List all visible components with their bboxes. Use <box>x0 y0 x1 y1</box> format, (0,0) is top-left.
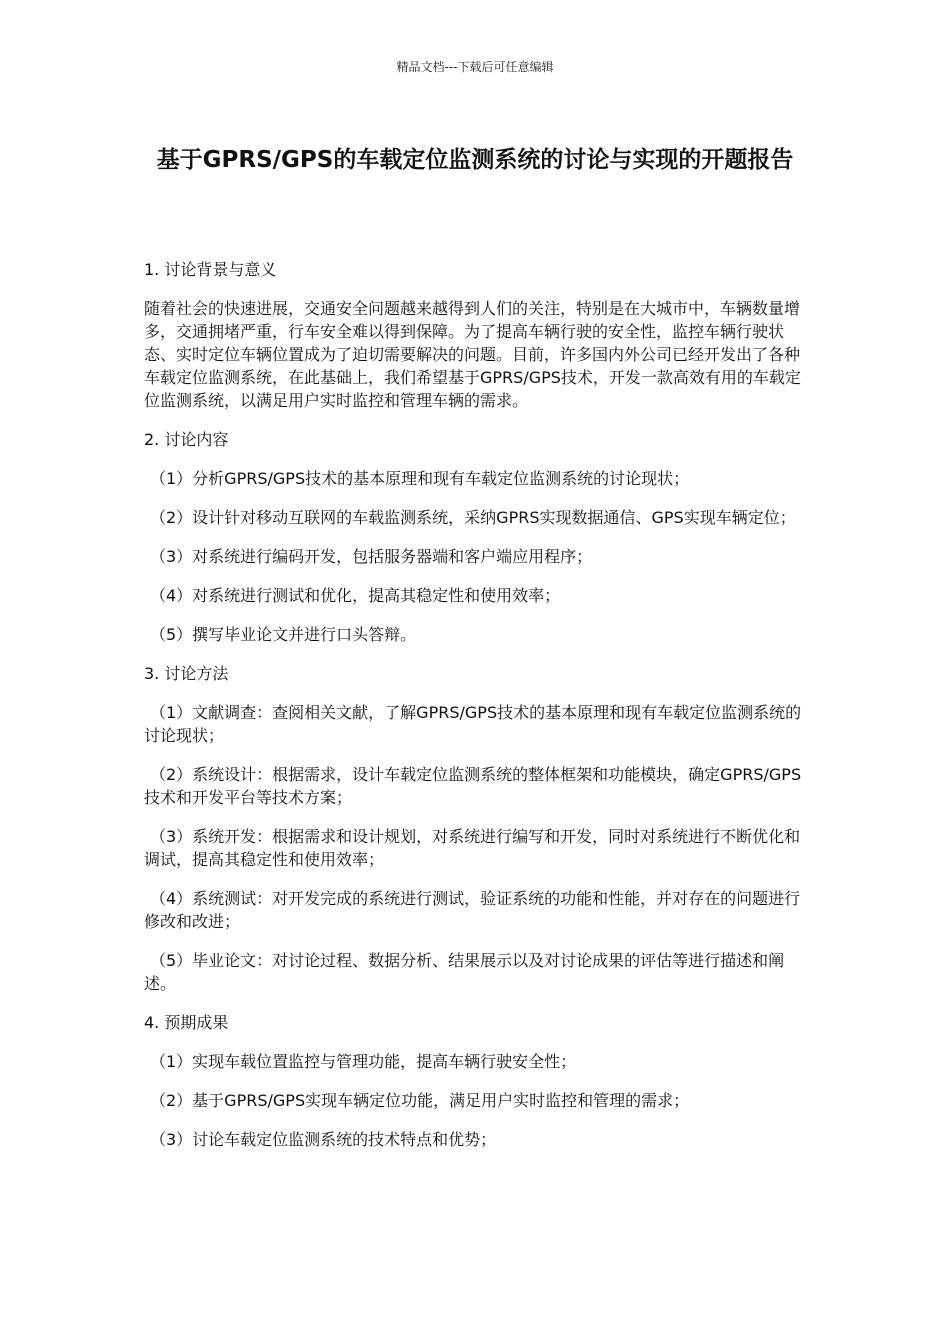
list-item: （5）毕业论文：对讨论过程、数据分析、结果展示以及对讨论成果的评估等进行描述和阐述。 <box>144 951 785 993</box>
list-item: （1）文献调查：查阅相关文献，了解GPRS/GPS技术的基本原理和现有车载定位监测系统的讨论现状； <box>144 703 802 745</box>
list-item: （1）实现车载位置监控与管理功能，提高车辆行驶安全性； <box>150 1052 577 1071</box>
list-item: （2）设计针对移动互联网的车载监测系统，采纳GPRS实现数据通信、GPS实现车辆定位； <box>150 508 796 527</box>
list-item: （4）系统测试：对开发完成的系统进行测试，验证系统的功能和性能，并对存在的问题进行修改和改进； <box>144 889 801 931</box>
list-item: （4）对系统进行测试和优化，提高其稳定性和使用效率； <box>150 586 561 605</box>
section-paragraph: 随着社会的快速进展，交通安全问题越来越得到人们的关注，特别是在大城市中，车辆数量增多，交通拥堵严重，行车安全难以得到保障。为了提高车辆行驶的安全性，监控车辆行驶状态、实时定位车辆位置成为了迫切需要解决的问题。目前，许多国内外公司已经开发出了各种车载定位监测系统，在此基础上，我们希望基于GPRS/GPS技术，开发一款高效有用的车载定位监测系统，以满足用户实时监控和管理车辆的需求。 <box>144 299 801 410</box>
section-heading-methods: 3. 讨论方法 <box>144 664 229 683</box>
list-item: （5）撰写毕业论文并进行口头答辩。 <box>150 625 417 644</box>
list-item: （3）系统开发：根据需求和设计规划，对系统进行编写和开发，同时对系统进行不断优化和调试，提高其稳定性和使用效率； <box>144 827 801 869</box>
document-title: 基于GPRS/GPS的车载定位监测系统的讨论与实现的开题报告 <box>156 147 794 173</box>
document-body <box>144 258 809 1167</box>
list-item: （3）讨论车载定位监测系统的技术特点和优势； <box>150 1130 497 1149</box>
section-heading-background: 1. 讨论背景与意义 <box>144 260 277 279</box>
page-header: 精品文档---下载后可任意编辑 <box>396 60 554 74</box>
list-item: （3）对系统进行编码开发，包括服务器端和客户端应用程序； <box>150 547 593 566</box>
list-item: （2）基于GPRS/GPS实现车辆定位功能，满足用户实时监控和管理的需求； <box>150 1091 690 1110</box>
section-heading-content: 2. 讨论内容 <box>144 430 229 449</box>
list-item: （1）分析GPRS/GPS技术的基本原理和现有车载定位监测系统的讨论现状； <box>150 469 690 488</box>
section-heading-expected-results: 4. 预期成果 <box>144 1013 229 1032</box>
list-item: （2）系统设计：根据需求，设计车载定位监测系统的整体框架和功能模块，确定GPRS/GPS技术和开发平台等技术方案； <box>144 765 802 807</box>
